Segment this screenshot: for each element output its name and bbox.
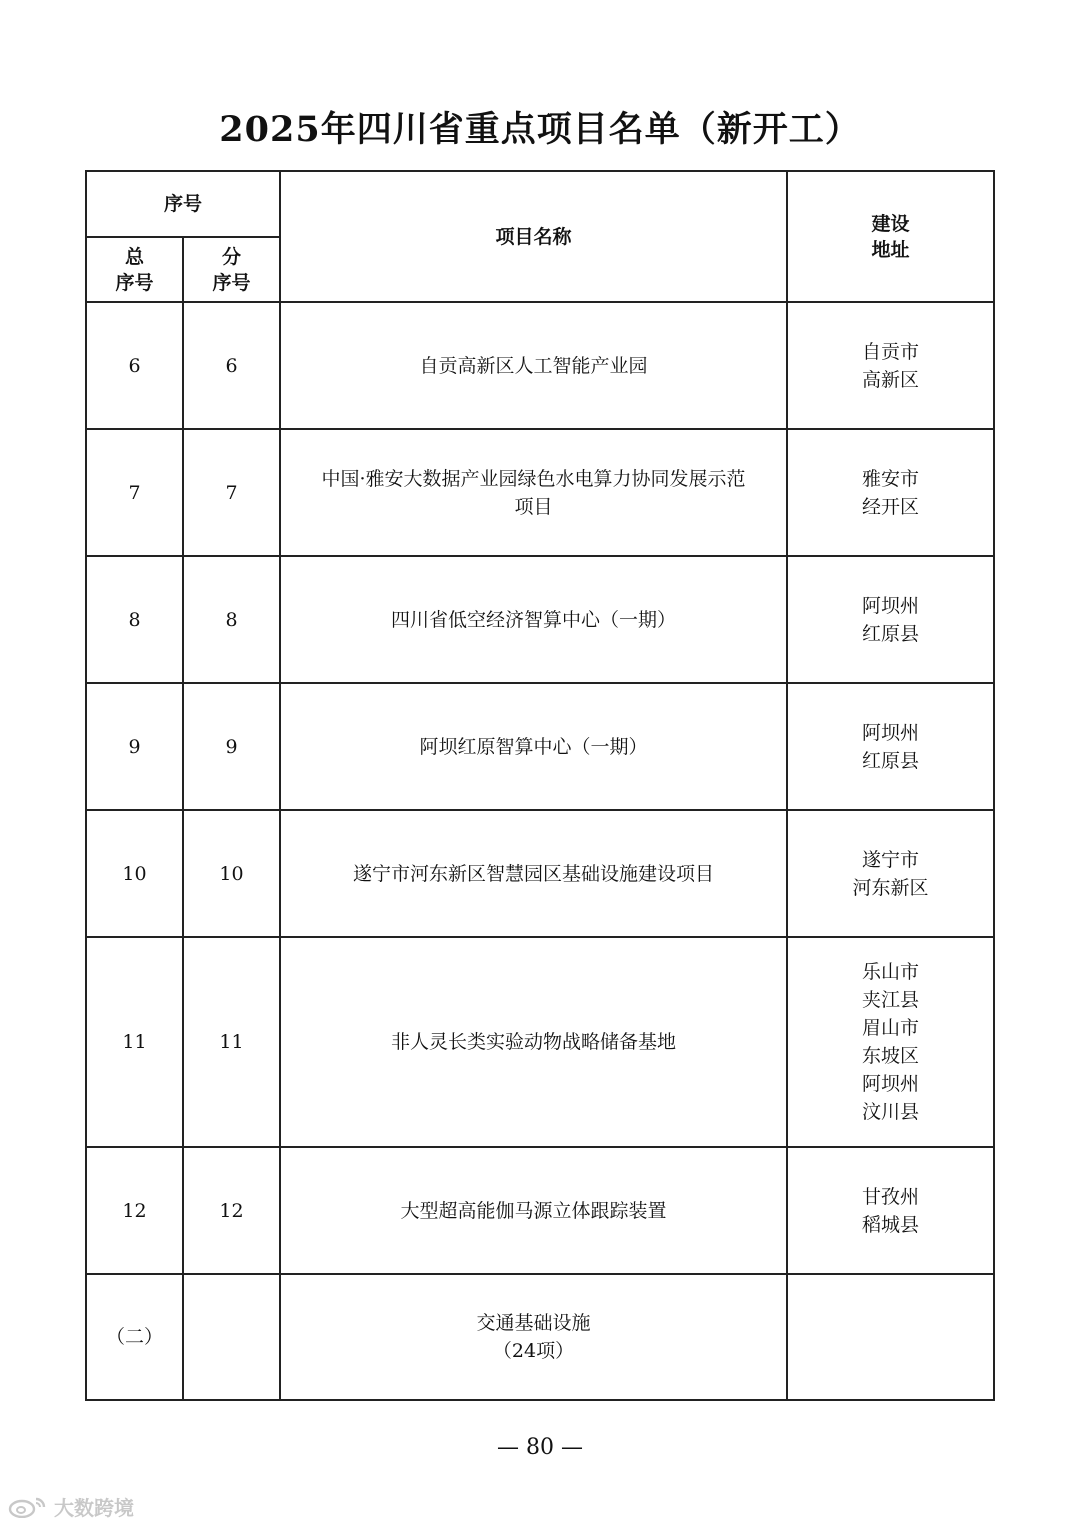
location-line: 乐山市: [862, 961, 920, 983]
location-cell: [787, 302, 994, 429]
project-name-line: 非人灵长类实验动物战略储备基地: [391, 1031, 677, 1053]
table-row: [86, 302, 994, 429]
project-name-cell: [280, 683, 787, 810]
project-name-line: 四川省低空经济智算中心（一期）: [391, 608, 677, 631]
location-cell: [787, 810, 994, 937]
weibo-logo-icon: [8, 1496, 48, 1518]
table-row: [86, 1147, 994, 1274]
project-name-line: 中国·雅安大数据产业园绿色水电算力协同发展示范: [321, 467, 746, 490]
location-line: 夹江县: [862, 989, 920, 1011]
location-line: 自贡市: [862, 340, 920, 363]
location-line: 阿坝州: [862, 721, 920, 744]
project-name-cell: [280, 810, 787, 937]
total-seq-cell: （二）: [86, 1274, 183, 1400]
total-seq-cell: 10: [86, 810, 183, 937]
page-number: — 80 —: [497, 1435, 583, 1460]
sub-seq-cell: 7: [183, 429, 280, 556]
project-name-cell: [280, 1147, 787, 1274]
header-sub-seq-line-2: 序号: [212, 271, 251, 294]
table-row: [86, 556, 994, 683]
sub-seq-cell: 12: [183, 1147, 280, 1274]
location-cell: [787, 1274, 994, 1400]
sub-seq-cell: [183, 1274, 280, 1400]
project-name-line: 遂宁市河东新区智慧园区基础设施建设项目: [353, 862, 715, 885]
location-line: 汶川县: [862, 1101, 920, 1123]
location-line: 稻城县: [862, 1213, 920, 1236]
header-total-seq-line-2: 序号: [115, 271, 154, 294]
location-line: 东坡区: [862, 1045, 920, 1067]
header-row-top: [86, 171, 994, 237]
header-sub-seq: [183, 237, 280, 302]
project-name-cell: [280, 937, 787, 1147]
project-name-line: 阿坝红原智算中心（一期）: [419, 735, 648, 758]
location-line: 眉山市: [862, 1017, 920, 1039]
header-sub-seq-line-1: 分: [222, 245, 242, 268]
header-location-line-2: 地址: [871, 238, 910, 261]
header-total-seq-line-1: 总: [124, 245, 144, 268]
sub-seq-cell: 11: [183, 937, 280, 1147]
location-line: 高新区: [862, 368, 920, 391]
sub-seq-cell: 6: [183, 302, 280, 429]
total-seq-cell: 11: [86, 937, 183, 1147]
location-line: 红原县: [862, 749, 920, 772]
location-cell: [787, 683, 994, 810]
location-line: 经开区: [862, 495, 920, 518]
project-name-line: 项目: [514, 495, 553, 518]
location-line: 阿坝州: [862, 594, 920, 617]
location-line: 遂宁市: [862, 848, 920, 871]
total-seq-cell: 6: [86, 302, 183, 429]
project-name-line: 大型超高能伽马源立体跟踪装置: [400, 1199, 667, 1222]
project-name-cell: [280, 302, 787, 429]
location-line: 河东新区: [852, 876, 929, 899]
total-seq-cell: 7: [86, 429, 183, 556]
project-name-line: （24项）: [492, 1340, 575, 1362]
table-row: [86, 683, 994, 810]
location-line: 甘孜州: [862, 1185, 920, 1208]
table-row: [86, 937, 994, 1147]
sub-seq-cell: 9: [183, 683, 280, 810]
table-body: [86, 302, 994, 1400]
header-location-line-1: 建设: [871, 212, 910, 235]
header-location: [787, 171, 994, 302]
header-seq: 序号: [86, 171, 280, 237]
header-project-name: 项目名称: [280, 171, 787, 302]
project-name-line: 自贡高新区人工智能产业园: [419, 354, 648, 377]
location-line: 红原县: [862, 622, 920, 645]
total-seq-cell: 8: [86, 556, 183, 683]
project-name-cell: [280, 556, 787, 683]
table-row: [86, 1274, 994, 1400]
location-cell: [787, 937, 994, 1147]
watermark-text: 大数跨境: [54, 1496, 134, 1520]
total-seq-cell: 12: [86, 1147, 183, 1274]
watermark: [8, 1492, 134, 1521]
location-line: 阿坝州: [862, 1073, 920, 1095]
location-cell: [787, 1147, 994, 1274]
project-name-cell: [280, 1274, 787, 1400]
project-name-cell: [280, 429, 787, 556]
project-table: [85, 170, 995, 1401]
header-total-seq: [86, 237, 183, 302]
sub-seq-cell: 10: [183, 810, 280, 937]
total-seq-cell: 9: [86, 683, 183, 810]
sub-seq-cell: 8: [183, 556, 280, 683]
table-row: [86, 810, 994, 937]
table-row: [86, 429, 994, 556]
project-name-line: 交通基础设施: [476, 1312, 591, 1334]
location-cell: [787, 429, 994, 556]
document-title: 2025年四川省重点项目名单（新开工）: [219, 109, 861, 150]
location-cell: [787, 556, 994, 683]
location-line: 雅安市: [862, 467, 920, 490]
